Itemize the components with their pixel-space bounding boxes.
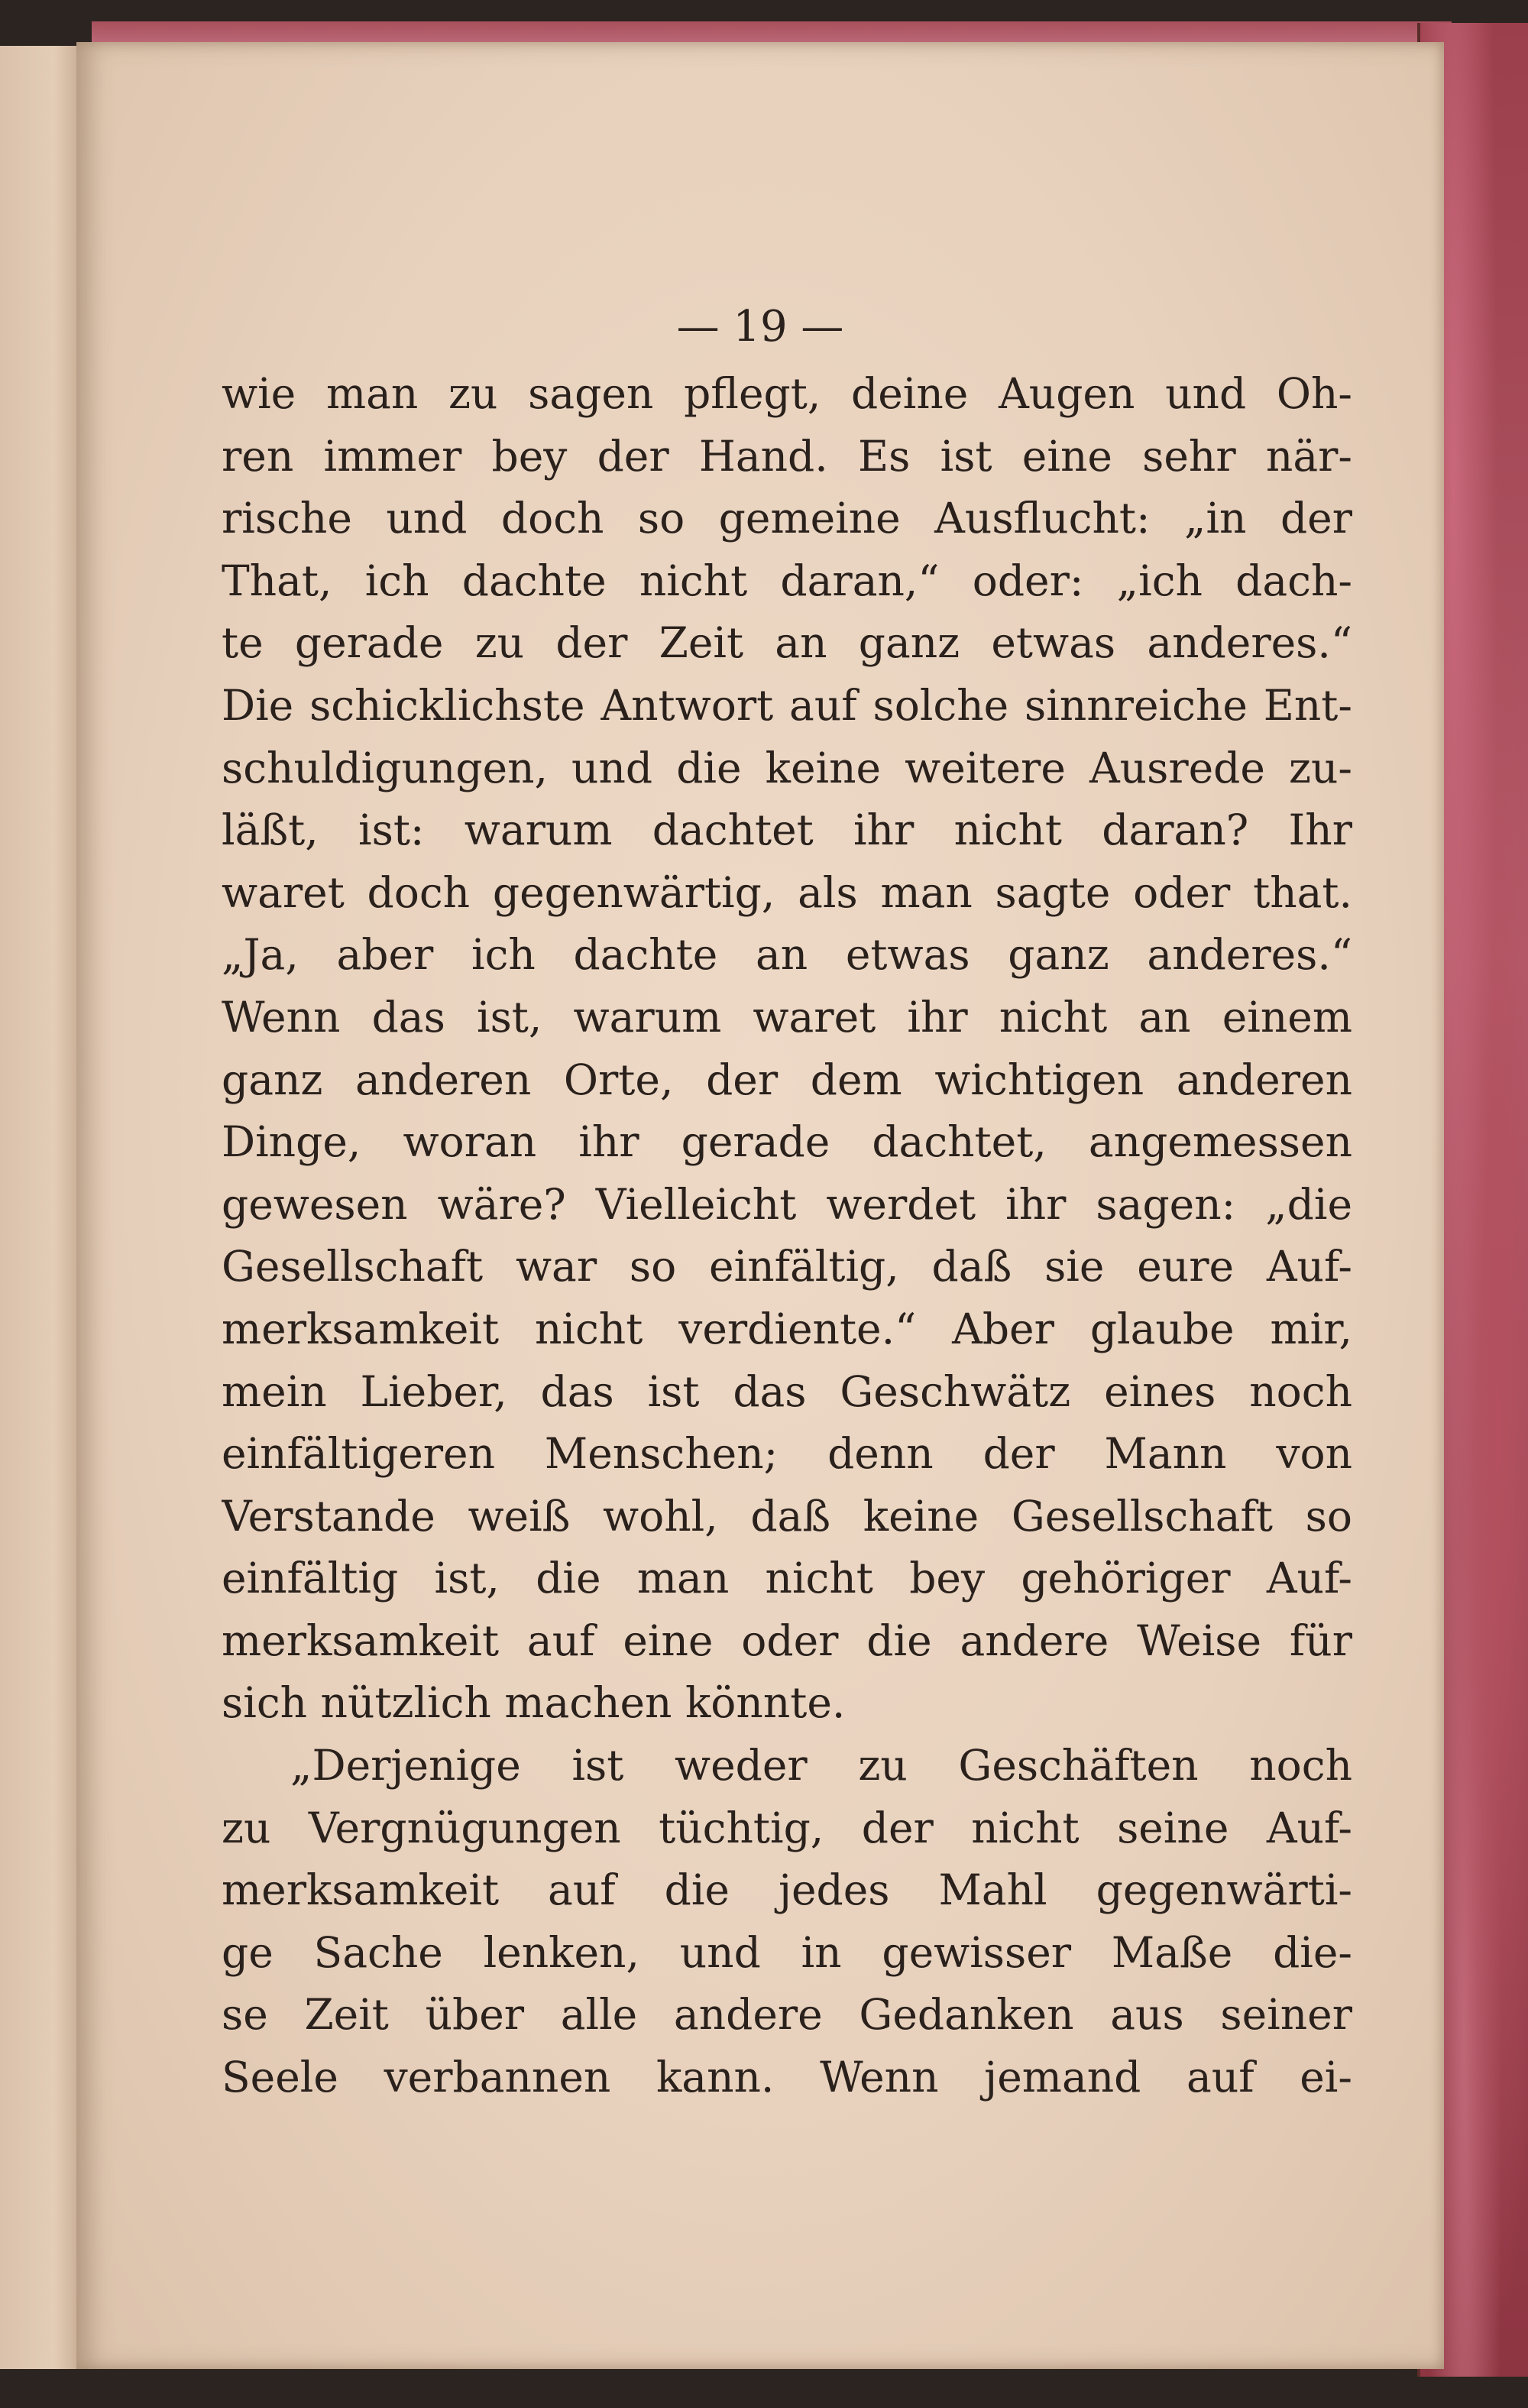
text-line: wie man zu sagen pflegt, deine Augen und Oh- bbox=[222, 369, 1352, 418]
text-line: That, ich dachte nicht daran,“ oder: „ich dach- bbox=[222, 556, 1352, 605]
text-line: Seele verbannen kann. Wenn jemand auf ei- bbox=[222, 2053, 1352, 2102]
text-line: ren immer bey der Hand. Es ist eine sehr när- bbox=[222, 431, 1352, 481]
text-line: Wenn das ist, warum waret ihr nicht an einem bbox=[222, 992, 1352, 1042]
text-line: merksamkeit nicht verdiente.“ Aber glaube mir, bbox=[222, 1304, 1352, 1353]
text-line: rische und doch so gemeine Ausflucht: „in der bbox=[222, 494, 1352, 543]
text-line: merksamkeit auf eine oder die andere Weise für bbox=[222, 1616, 1352, 1665]
text-line: läßt, ist: warum dachtet ihr nicht daran? Ihr bbox=[222, 805, 1352, 855]
book-page bbox=[76, 42, 1444, 2369]
text-line: Verstande weiß wohl, daß keine Gesellschaft so bbox=[222, 1491, 1352, 1541]
text-line: mein Lieber, das ist das Geschwätz eines noch bbox=[222, 1366, 1352, 1416]
text-line: Dinge, woran ihr gerade dachtet, angemessen bbox=[222, 1117, 1352, 1167]
text-line: „Ja, aber ich dachte an etwas ganz anderes.“ bbox=[222, 930, 1352, 980]
text-line: einfältigeren Menschen; denn der Mann von bbox=[222, 1429, 1352, 1479]
text-line: waret doch gegenwärtig, als man sagte oder that. bbox=[222, 867, 1352, 917]
text-line: Gesellschaft war so einfältig, daß sie eure Auf- bbox=[222, 1242, 1352, 1292]
paragraph-end-line: sich nützlich machen könnte. bbox=[222, 1678, 846, 1728]
text-line: ganz anderen Orte, der dem wichtigen anderen bbox=[222, 1055, 1352, 1104]
text-line: Die schicklichste Antwort auf solche sinnreiche Ent- bbox=[222, 680, 1352, 730]
page-number: — 19 — bbox=[676, 302, 844, 352]
text-line: schuldigungen, und die keine weitere Ausrede zu- bbox=[222, 743, 1352, 792]
previous-page-edge bbox=[0, 46, 78, 2369]
text-line: einfältig ist, die man nicht bey gehöriger Auf- bbox=[222, 1554, 1352, 1603]
text-line: zu Vergnügungen tüchtig, der nicht seine Auf- bbox=[222, 1803, 1352, 1852]
text-line: merksamkeit auf die jedes Mahl gegenwärti- bbox=[222, 1865, 1352, 1915]
paragraph-start-line: „Derjenige ist weder zu Geschäften noch bbox=[290, 1741, 1352, 1791]
text-line: gewesen wäre? Vielleicht werdet ihr sagen: „die bbox=[222, 1179, 1352, 1229]
text-line: se Zeit über alle andere Gedanken aus seiner bbox=[222, 1990, 1352, 2040]
page-text bbox=[222, 363, 1352, 2109]
text-line: te gerade zu der Zeit an ganz etwas anderes.“ bbox=[222, 618, 1352, 668]
text-line: ge Sache lenken, und in gewisser Maße die- bbox=[222, 1927, 1352, 1977]
